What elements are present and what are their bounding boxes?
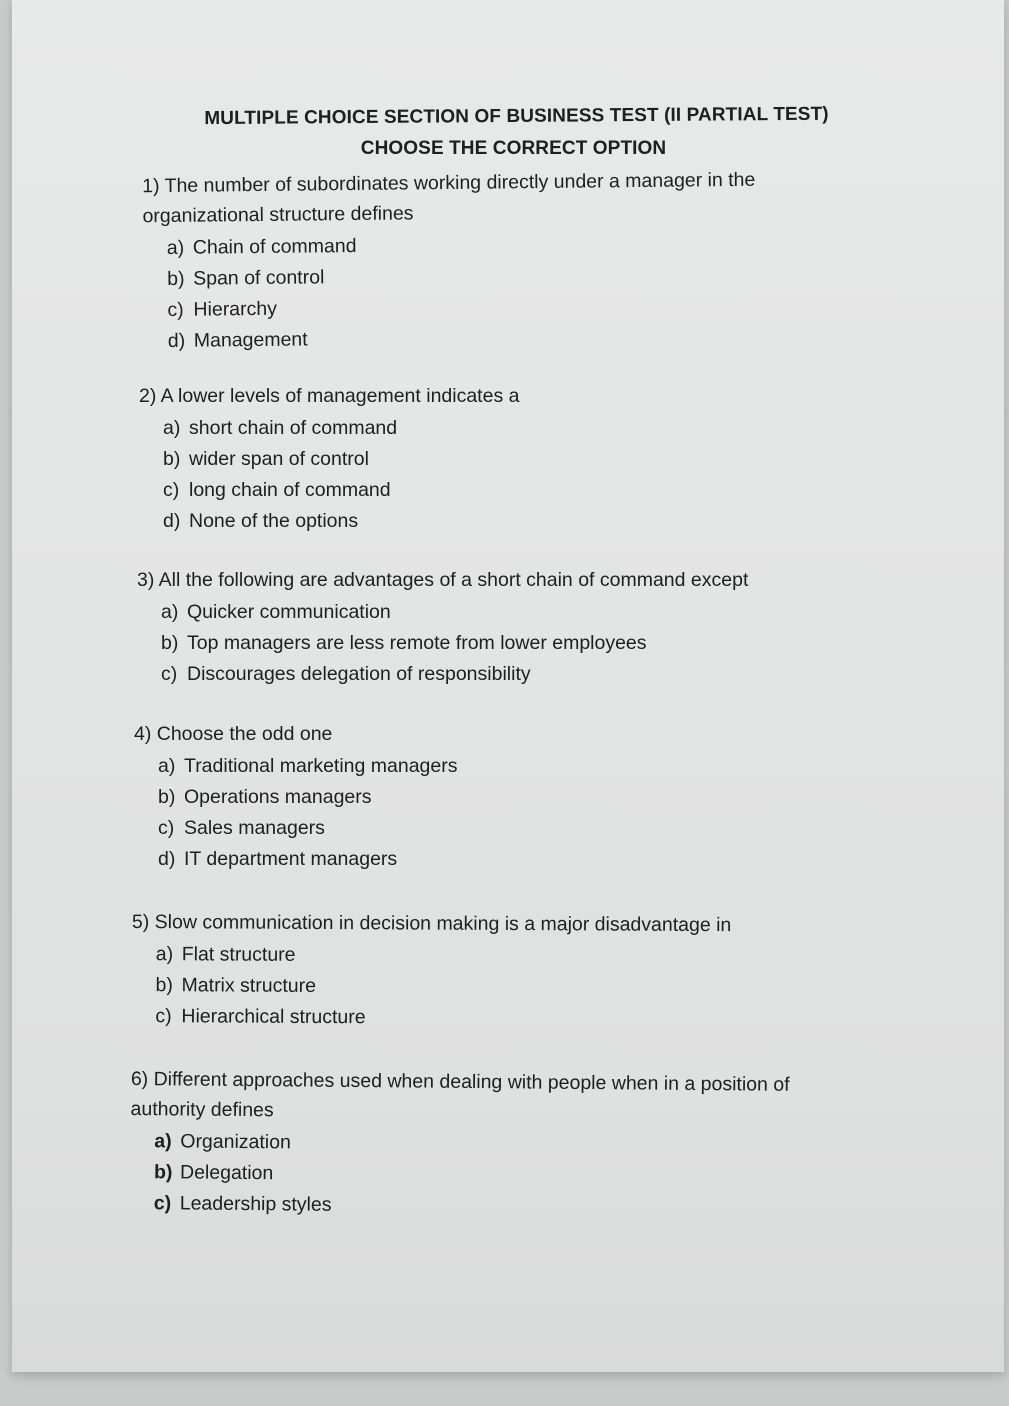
option-4d: d) IT department managers xyxy=(158,848,398,870)
question-1-options xyxy=(167,227,757,357)
question-6-line-2: authority defines xyxy=(130,1097,274,1122)
option-1d: d) Management xyxy=(167,328,308,352)
document-title: MULTIPLE CHOICE SECTION OF BUSINESS TEST (II PARTIAL TEST) xyxy=(204,103,829,130)
option-4c: c) Sales managers xyxy=(158,817,325,839)
question-3-line-1: 3) All the following are advantages of a short chain of command except xyxy=(137,569,749,591)
option-4b: b) Operations managers xyxy=(158,786,372,808)
option-6b: b) Delegation xyxy=(153,1161,274,1185)
question-2-line-1: 2) A lower levels of management indicates a xyxy=(139,385,520,407)
question-1 xyxy=(142,165,757,357)
question-5-options xyxy=(155,939,731,1035)
question-4 xyxy=(134,719,458,875)
question-3-options xyxy=(161,597,748,690)
option-4a: a) Traditional marketing managers xyxy=(158,755,458,777)
question-2 xyxy=(139,381,519,537)
option-5b: b) Matrix structure xyxy=(155,974,317,997)
option-6c: c) Leadership styles xyxy=(153,1192,332,1216)
option-2a: a) short chain of command xyxy=(163,417,398,439)
option-2d: d) None of the options xyxy=(163,510,359,532)
question-5-line-1: 5) Slow communication in decision making is a major disadvantage in xyxy=(131,910,732,937)
question-5 xyxy=(131,907,731,1035)
question-4-options xyxy=(158,751,458,875)
question-2-options xyxy=(163,413,519,537)
option-3c: c) Discourages delegation of responsibility xyxy=(161,663,531,685)
option-2c: c) long chain of command xyxy=(163,479,391,501)
document-subtitle: CHOOSE THE CORRECT OPTION xyxy=(360,138,667,159)
question-4-line-1: 4) Choose the odd one xyxy=(134,723,333,745)
option-1c: c) Hierarchy xyxy=(167,297,278,321)
option-5a: a) Flat structure xyxy=(155,943,296,966)
question-6-line-1: 6) Different approaches used when dealing with people when in a position of xyxy=(130,1067,790,1096)
question-1-line-1: 1) The number of subordinates working directly under a manager in the xyxy=(142,168,756,198)
option-6a: a) Organization xyxy=(154,1130,291,1154)
question-6-options xyxy=(154,1126,790,1225)
option-2b: b) wider span of control xyxy=(163,448,369,470)
option-1a: a) Chain of command xyxy=(166,234,357,259)
option-3b: b) Top managers are less remote from lower employees xyxy=(161,632,647,654)
question-6 xyxy=(130,1064,790,1225)
question-3 xyxy=(137,565,748,690)
option-3a: a) Quicker communication xyxy=(161,601,391,623)
option-1b: b) Span of control xyxy=(167,266,325,290)
question-1-line-2: organizational structure defines xyxy=(142,202,414,228)
option-5c: c) Hierarchical structure xyxy=(155,1005,366,1029)
